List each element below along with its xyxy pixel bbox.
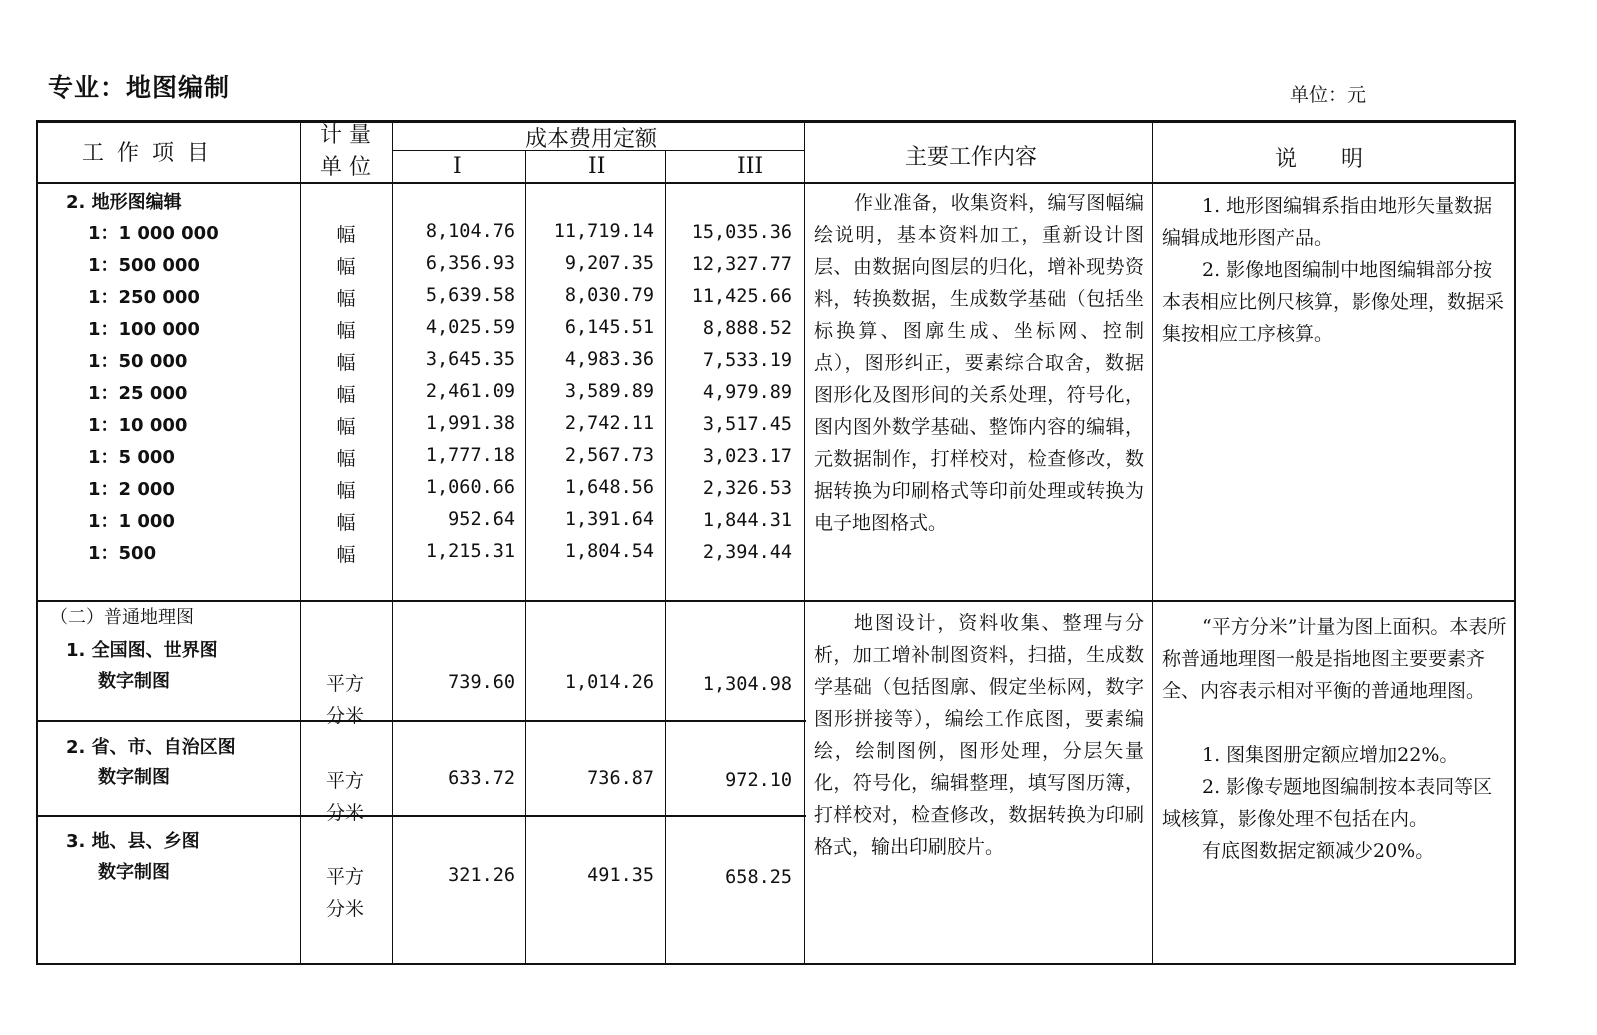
section1-row-grade1: 4,025.59	[425, 317, 515, 338]
section1-row-unit: 幅	[336, 512, 356, 534]
section1-row-grade1: 1,060.66	[425, 477, 515, 498]
header-grade-3: III	[737, 154, 764, 179]
section1-row-grade3: 1,844.31	[702, 510, 792, 531]
section1-row-unit: 幅	[336, 352, 356, 374]
row-divider-1	[36, 720, 806, 722]
section1-row-grade3: 3,517.45	[702, 414, 792, 435]
unit-label: 单位：元	[1290, 84, 1367, 106]
section1-row-item: 1：25 000	[88, 383, 188, 404]
section1-row-grade2: 4,983.36	[564, 349, 654, 370]
header-notes: 说 明	[1275, 147, 1364, 172]
section1-row-grade1: 1,991.38	[425, 413, 515, 434]
section2-note-4: 有底图数据定额减少20%。	[1202, 840, 1435, 862]
section2-row2-grade3: 972.10	[725, 770, 792, 791]
section1-row-grade3: 4,979.89	[702, 382, 792, 403]
section1-row-item: 1：1 000 000	[88, 223, 219, 244]
col-divider-content	[1152, 120, 1153, 965]
section1-row-item: 1：10 000	[88, 415, 188, 436]
section1-row-unit: 幅	[336, 416, 356, 438]
section2-row3-item-line2: 数字制图	[98, 862, 170, 883]
header-measure-unit-line1: 计 量	[320, 123, 371, 148]
section1-row-item: 1：250 000	[88, 287, 200, 308]
row-divider-2	[36, 815, 806, 817]
section1-row-unit: 幅	[336, 320, 356, 342]
header-rule	[36, 182, 1516, 184]
section2-row1-item-line1: 1. 全国图、世界图	[66, 640, 218, 661]
section1-row-item: 1：2 000	[88, 479, 175, 500]
section2-heading: （二）普通地理图	[50, 607, 194, 628]
section1-row-grade3: 3,023.17	[702, 446, 792, 467]
section2-main-content: 地图设计，资料收集、整理与分析，加工增补制图资料，扫描，生成数学基础（包括图廓、假定坐标网，数字图形拼接等），编绘工作底图，要素编绘，绘制图例，图形处理，分层矢量化，符号化，编辑整理，填写图历簿，打样校对，检查修改，数据转换为印刷格式，输出印刷胶片。	[814, 612, 1144, 858]
section1-row-grade3: 15,035.36	[691, 222, 792, 243]
section1-row-grade2: 3,589.89	[564, 381, 654, 402]
section2-row3-grade1: 321.26	[448, 865, 515, 886]
section1-row-grade1: 1,777.18	[425, 445, 515, 466]
section2-row2-item-line1: 2. 省、市、自治区图	[66, 737, 236, 758]
section1-row-unit: 幅	[336, 480, 356, 502]
section2-row1-unit-line1: 平方	[325, 673, 364, 695]
section1-row-unit: 幅	[336, 544, 356, 566]
section-divider	[36, 600, 1516, 602]
section1-row-grade1: 2,461.09	[425, 381, 515, 402]
section1-row-unit: 幅	[336, 288, 356, 310]
section1-row-unit: 幅	[336, 448, 356, 470]
section1-row-grade3: 11,425.66	[691, 286, 792, 307]
section1-row-grade3: 2,394.44	[702, 542, 792, 563]
header-grade-2: II	[588, 154, 606, 179]
section1-row-item: 1：100 000	[88, 319, 200, 340]
section2-row3-item-line1: 3. 地、县、乡图	[66, 831, 200, 852]
section1-row-item: 1：5 000	[88, 447, 175, 468]
section1-row-grade3: 12,327.77	[691, 254, 792, 275]
section1-main-content: 作业准备，收集资料，编写图幅编绘说明，基本资料加工，重新设计图层、由数据向图层的归化，增补现势资料，转换数据，生成数学基础（包括坐标换算、图廓生成、坐标网、控制点），图形纠正，要素综合取舍，数据图形化及图形间的关系处理，符号化，图内图外数学基础、整饰内容的编辑，元数据制作，打样校对，检查修改，数据转换为印刷格式等印前处理或转换为电子地图格式。	[814, 192, 1144, 534]
section1-row-item: 1：500 000	[88, 255, 200, 276]
header-cost-quota: 成本费用定额	[525, 127, 658, 152]
header-measure-unit-line2: 单 位	[320, 155, 371, 180]
section2-row2-grade1: 633.72	[448, 768, 515, 789]
section2-row2-unit-line1: 平方	[325, 770, 364, 792]
section1-row-grade2: 1,804.54	[564, 541, 654, 562]
header-work-item: 工 作 项 目	[82, 141, 212, 166]
section1-row-grade2: 6,145.51	[564, 317, 654, 338]
section1-row-item: 1：50 000	[88, 351, 188, 372]
section2-note-3: 2. 影像专题地图编制按本表同等区域核算，影像处理不包括在内。	[1162, 776, 1493, 830]
section1-row-grade2: 2,567.73	[564, 445, 654, 466]
section2-row1-item-line2: 数字制图	[98, 671, 170, 692]
page-title: 专业：地图编制	[48, 73, 231, 102]
section1-row-unit: 幅	[336, 224, 356, 246]
section2-row2-unit-line2: 分米	[325, 802, 364, 824]
section1-row-grade1: 6,356.93	[425, 253, 515, 274]
section1-row-grade1: 952.64	[448, 509, 515, 530]
section1-row-grade1: 5,639.58	[425, 285, 515, 306]
section1-row-grade1: 1,215.31	[425, 541, 515, 562]
section1-row-grade1: 8,104.76	[425, 221, 515, 242]
section2-row2-grade2: 736.87	[587, 768, 654, 789]
col-divider-item	[300, 120, 301, 965]
section1-note-1: 1. 地形图编辑系指由地形矢量数据编辑成地形图产品。	[1162, 195, 1493, 249]
section2-note-1: “平方分米”计量为图上面积。本表所称普通地理图一般是指地图主要要素齐全、内容表示相对平衡的普通地理图。	[1162, 616, 1507, 702]
header-grade-1: I	[453, 154, 462, 179]
section1-row-grade2: 1,391.64	[564, 509, 654, 530]
section1-row-grade3: 8,888.52	[702, 318, 792, 339]
section1-row-grade2: 1,648.56	[564, 477, 654, 498]
section2-row1-grade3: 1,304.98	[702, 674, 792, 695]
section2-row3-unit-line1: 平方	[325, 866, 364, 888]
section1-row-grade2: 8,030.79	[564, 285, 654, 306]
section2-note-2: 1. 图集图册定额应增加22%。	[1202, 744, 1459, 766]
section1-row-grade2: 2,742.11	[564, 413, 654, 434]
section1-row-grade3: 7,533.19	[702, 350, 792, 371]
section1-row-grade1: 3,645.35	[425, 349, 515, 370]
section1-row-item: 1：1 000	[88, 511, 175, 532]
section2-row3-grade3: 658.25	[725, 867, 792, 888]
section1-row-unit: 幅	[336, 256, 356, 278]
section1-heading: 2. 地形图编辑	[66, 192, 182, 213]
section2-row1-grade1: 739.60	[448, 672, 515, 693]
section1-row-grade3: 2,326.53	[702, 478, 792, 499]
col-divider-cost	[804, 120, 805, 965]
section1-row-grade2: 11,719.14	[553, 221, 654, 242]
section1-row-unit: 幅	[336, 384, 356, 406]
section2-row1-grade2: 1,014.26	[564, 672, 654, 693]
section1-row-grade2: 9,207.35	[564, 253, 654, 274]
header-main-content: 主要工作内容	[905, 145, 1038, 170]
section2-row1-unit-line2: 分米	[325, 705, 364, 727]
section2-row3-unit-line2: 分米	[325, 898, 364, 920]
section2-row2-item-line2: 数字制图	[98, 767, 170, 788]
section2-row3-grade2: 491.35	[587, 865, 654, 886]
section1-row-item: 1：500	[88, 543, 157, 564]
section1-note-2: 2. 影像地图编制中地图编辑部分按本表相应比例尺核算，影像处理，数据采集按相应工序核算。	[1162, 259, 1505, 345]
